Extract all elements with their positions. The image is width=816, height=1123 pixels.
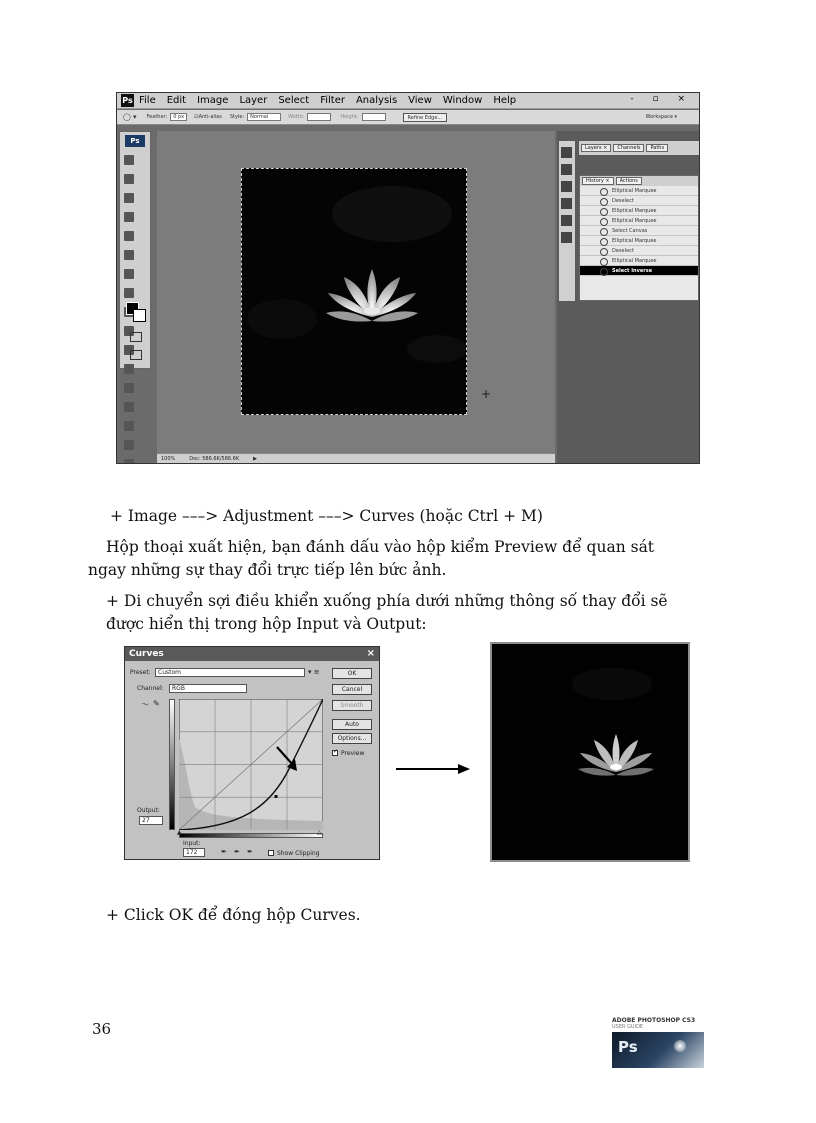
lens-flare-icon bbox=[674, 1040, 686, 1052]
history-panel-tabs bbox=[580, 176, 698, 186]
curve-graph[interactable] bbox=[179, 699, 323, 830]
history-item[interactable]: Elliptical Marquee bbox=[580, 216, 698, 226]
tab-channels[interactable]: Channels bbox=[613, 144, 644, 152]
white-point-slider-icon[interactable]: △ bbox=[317, 829, 322, 836]
photoshop-screenshot bbox=[116, 92, 700, 464]
options-bar bbox=[117, 110, 699, 125]
pencil-tool-icon[interactable]: ✎ bbox=[153, 699, 160, 708]
refine-edge-button[interactable]: Refine Edge... bbox=[403, 113, 448, 122]
options-button[interactable]: Options... bbox=[332, 733, 372, 744]
right-panel-dock bbox=[557, 131, 700, 464]
result-lotus-photo bbox=[490, 642, 690, 862]
menu-edit[interactable]: Edit bbox=[166, 95, 187, 106]
brushes-icon[interactable] bbox=[561, 164, 572, 175]
crosshair-cursor-icon: + bbox=[481, 387, 492, 401]
status-bar bbox=[157, 453, 555, 464]
menu-analysis[interactable]: Analysis bbox=[355, 95, 398, 106]
menu-window[interactable]: Window bbox=[442, 95, 483, 106]
clone-source-icon[interactable] bbox=[561, 181, 572, 192]
background-color-swatch[interactable] bbox=[133, 309, 146, 322]
curves-title-bar bbox=[125, 647, 379, 661]
guide-title: ADOBE PHOTOSHOP CS3 bbox=[612, 1017, 696, 1024]
menu-select[interactable]: Select bbox=[278, 95, 310, 106]
input-gradient-bar bbox=[179, 833, 323, 838]
output-field[interactable]: 27 bbox=[139, 816, 163, 825]
history-panel bbox=[579, 175, 699, 301]
page-number: 36 bbox=[92, 1020, 112, 1038]
black-point-slider-icon[interactable]: ▲ bbox=[177, 829, 182, 836]
path-select-icon[interactable] bbox=[124, 440, 134, 450]
antialias-label: Anti-alias bbox=[198, 114, 222, 120]
document-image[interactable] bbox=[241, 168, 467, 415]
ps-logo-badge bbox=[612, 1032, 704, 1068]
menu-help[interactable]: Help bbox=[493, 95, 517, 106]
style-select[interactable]: Normal bbox=[247, 113, 281, 121]
eyedropper-black-icon[interactable]: ✒ bbox=[221, 848, 227, 856]
screen-mode-icon[interactable] bbox=[130, 350, 142, 360]
tab-paths[interactable]: Paths bbox=[646, 144, 668, 152]
preview-label: Preview bbox=[341, 750, 365, 757]
output-gradient-bar bbox=[169, 699, 175, 830]
tool-presets-icon[interactable] bbox=[561, 147, 572, 158]
curves-dialog bbox=[124, 646, 380, 860]
status-arrow-icon[interactable]: ▶ bbox=[253, 456, 257, 462]
tab-history[interactable]: History × bbox=[582, 177, 614, 185]
character-icon[interactable] bbox=[561, 198, 572, 209]
eyedropper-gray-icon[interactable]: ✒ bbox=[234, 848, 240, 856]
width-label: Width: bbox=[288, 114, 305, 120]
height-input[interactable] bbox=[362, 113, 386, 121]
workspace-menu[interactable]: Workspace ▾ bbox=[645, 114, 677, 120]
photoshop-guide-logo bbox=[612, 1017, 704, 1068]
channel-label: Channel: bbox=[137, 685, 164, 692]
pen-tool-icon[interactable] bbox=[124, 402, 134, 412]
marquee-options-icon[interactable]: ◯ ▾ bbox=[123, 113, 137, 121]
input-field[interactable]: 172 bbox=[183, 848, 205, 857]
tab-layers[interactable]: Layers × bbox=[581, 144, 611, 152]
curve-control-point[interactable] bbox=[275, 795, 278, 798]
step-click-ok: + Click OK để đóng hộp Curves. bbox=[106, 906, 361, 924]
shape-tool-icon[interactable] bbox=[124, 459, 134, 464]
dodge-tool-icon[interactable] bbox=[124, 383, 134, 393]
paragraph-icon[interactable] bbox=[561, 215, 572, 226]
height-label: Height: bbox=[340, 114, 359, 120]
feather-label: Feather: bbox=[146, 114, 168, 120]
menu-filter[interactable]: Filter bbox=[320, 95, 345, 106]
history-item[interactable]: Select Canvas bbox=[580, 226, 698, 236]
input-label: Input: bbox=[183, 840, 201, 847]
type-tool-icon[interactable] bbox=[124, 421, 134, 431]
slice-tool-icon[interactable] bbox=[124, 250, 134, 260]
history-item[interactable]: Elliptical Marquee bbox=[580, 236, 698, 246]
para-dialog-line2: ngay những sự thay đổi trực tiếp lên bức ảnh. bbox=[88, 561, 447, 579]
ps-logo-text: Ps bbox=[618, 1038, 638, 1056]
window-controls[interactable]: - ▫ × bbox=[630, 94, 693, 104]
guide-subtitle: USER GUIDE bbox=[612, 1024, 644, 1030]
gradient-tool-icon[interactable] bbox=[124, 364, 134, 374]
move-tool-icon[interactable] bbox=[124, 174, 134, 184]
menu-view[interactable]: View bbox=[408, 95, 432, 106]
quick-mask-icon[interactable] bbox=[130, 332, 142, 342]
canvas-area bbox=[157, 131, 555, 453]
history-item-active[interactable]: Select Inverse bbox=[580, 266, 698, 276]
cancel-button[interactable]: Cancel bbox=[332, 684, 372, 695]
history-item[interactable]: Elliptical Marquee bbox=[580, 256, 698, 266]
marquee-tool-icon[interactable] bbox=[124, 155, 134, 165]
menu-layer[interactable]: Layer bbox=[239, 95, 268, 106]
show-clipping-label: Show Clipping bbox=[277, 850, 320, 857]
preset-label: Preset: bbox=[130, 669, 151, 676]
ok-button[interactable]: OK bbox=[332, 668, 372, 679]
smooth-button[interactable]: Smooth bbox=[332, 700, 372, 711]
channel-select[interactable]: RGB bbox=[169, 684, 247, 693]
dock-icon-strip bbox=[559, 141, 575, 301]
doc-size: Doc: 586.6K/586.6K bbox=[189, 456, 240, 462]
brush-tool-icon[interactable] bbox=[124, 288, 134, 298]
lasso-tool-icon[interactable] bbox=[124, 193, 134, 203]
antialias-checkbox[interactable]: ☑ bbox=[194, 114, 199, 120]
para-dialog-line1: Hộp thoại xuất hiện, bạn đánh dấu vào hộp kiểm Preview để quan sát bbox=[106, 538, 655, 556]
step-curves-menu: + Image –––> Adjustment –––> Curves (hoặc Ctrl + M) bbox=[110, 507, 543, 525]
para-slider-line1: + Di chuyển sợi điều khiển xuống phía dưới những thông số thay đổi sẽ bbox=[106, 592, 668, 610]
layers-panel-tabs bbox=[579, 141, 699, 155]
tools-panel bbox=[119, 131, 151, 369]
curve-point-tool-icon[interactable]: 〜 bbox=[141, 700, 149, 709]
curves-title: Curves bbox=[129, 649, 164, 659]
healing-brush-icon[interactable] bbox=[124, 269, 134, 279]
lotus-result-image bbox=[492, 644, 688, 860]
style-label: Style: bbox=[229, 114, 245, 120]
tools-ps-label: Ps bbox=[125, 135, 145, 147]
zoom-level[interactable]: 100% bbox=[161, 456, 176, 462]
ps-app-icon: Ps bbox=[122, 96, 133, 105]
history-item[interactable]: Deselect bbox=[580, 196, 698, 206]
magic-wand-icon[interactable] bbox=[124, 212, 134, 222]
preset-options-icon[interactable]: ▾ ≡ bbox=[308, 668, 320, 676]
layer-comps-icon[interactable] bbox=[561, 232, 572, 243]
preset-select[interactable]: Custom bbox=[155, 668, 305, 677]
lotus-photo bbox=[242, 169, 467, 415]
history-item[interactable]: Deselect bbox=[580, 246, 698, 256]
preview-check-icon: ✓ bbox=[333, 748, 339, 755]
width-input[interactable] bbox=[307, 113, 331, 121]
para-slider-line2: được hiển thị trong hộp Input và Output: bbox=[106, 615, 427, 633]
ps-menubar bbox=[117, 93, 699, 109]
result-arrow-icon bbox=[396, 762, 470, 776]
crop-tool-icon[interactable] bbox=[124, 231, 134, 241]
feather-input[interactable]: 0 px bbox=[170, 113, 187, 121]
history-item[interactable]: Elliptical Marquee bbox=[580, 186, 698, 196]
tab-actions[interactable]: Actions bbox=[616, 177, 642, 185]
show-clipping-checkbox[interactable] bbox=[268, 850, 274, 856]
eyedropper-white-icon[interactable]: ✒ bbox=[247, 848, 253, 856]
menu-file[interactable]: File bbox=[139, 95, 156, 106]
history-item[interactable]: Elliptical Marquee bbox=[580, 206, 698, 216]
menu-image[interactable]: Image bbox=[197, 95, 229, 106]
close-icon[interactable]: × bbox=[366, 648, 375, 659]
auto-button[interactable]: Auto bbox=[332, 719, 372, 730]
output-label: Output: bbox=[137, 807, 160, 814]
